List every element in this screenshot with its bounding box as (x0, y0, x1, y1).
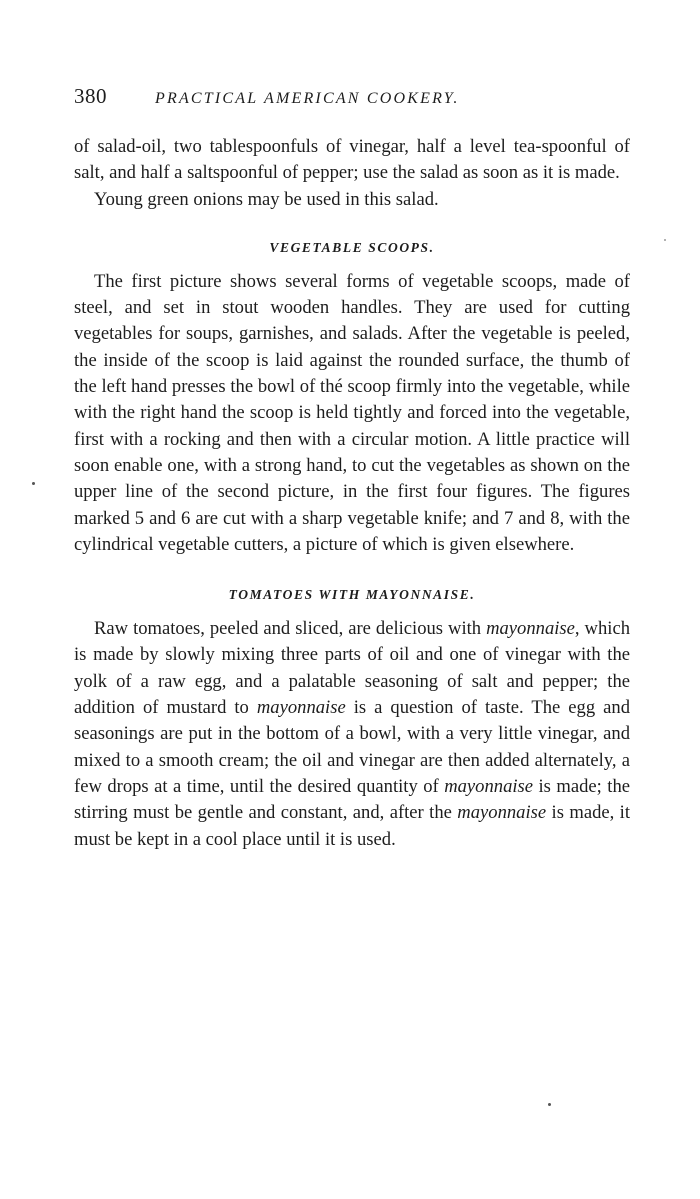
text-run: is made, it must be kept in a cool place until it is used. (74, 802, 631, 850)
paper-speck (664, 239, 666, 241)
text-run: , which is made by slowly mixing three parts of oil and one of vinegar with the yolk of a raw egg, and a palatable seasoning of salt and pepper; the addition of mustard to (74, 618, 630, 719)
italic-term: mayonnaise (457, 802, 547, 824)
running-head (74, 84, 630, 114)
paper-speck (548, 1103, 551, 1106)
italic-term: mayonnaise (444, 775, 534, 797)
italic-term: mayonnaise (486, 618, 575, 640)
intro-paragraph-2: Young green onions may be used in this salad. (94, 188, 439, 210)
vegetable-scoops-paragraph: The first picture shows several forms of vegetable scoops, made of steel, and set in stout wooden handles. They are used for cutting vegetables for soups, garnishes, and salads. After the vegetable is peeled, the inside of the scoop is laid against the rounded surface, the thumb of the left hand presses the bowl of thé scoop firmly into the vegetable, while with the right hand the scoop is held tightly and forced into the vegetable, first with a rocking and then with a circular motion. A little practice will soon enable one, with a strong hand, to cut the vegetables as shown on the upper line of the second picture, in the first four figures. The figures marked 5 and 6 are cut with a sharp vegetable knife; and 7 and 8, with the cylindrical vegetable cutters, a picture of which is given elsewhere. (74, 270, 630, 555)
text-run: Raw tomatoes, peeled and sliced, are delicious with (94, 618, 487, 640)
text-run: is a question of taste. The egg and seasonings are put in the bottom of a bowl, with a very little vinegar, and mixed to a smooth cream; the oil and vinegar are then added alternately, a few drops at a time, until the desired quantity of (74, 697, 630, 797)
section-heading-vegetable-scoops: VEGETABLE SCOOPS. (269, 239, 435, 255)
section-heading-tomatoes-with-mayonnaise: TOMATOES WITH MAYONNAISE. (228, 587, 476, 603)
page-number: 380 (74, 84, 107, 108)
text-run: is made; the stirring must be gentle and constant, and, after the (74, 775, 630, 824)
italic-term: mayonnaise (256, 697, 346, 719)
tomatoes-paragraph (74, 616, 630, 853)
book-page (74, 84, 630, 853)
running-title: PRACTICAL AMERICAN COOKERY. (155, 90, 460, 107)
intro-paragraph-1: of salad-oil, two tablespoonfuls of vinegar, half a level tea-spoonful of salt, and half a saltspoonful of pepper; use the salad as soon as it is made. (74, 136, 630, 184)
paper-speck (32, 482, 35, 485)
